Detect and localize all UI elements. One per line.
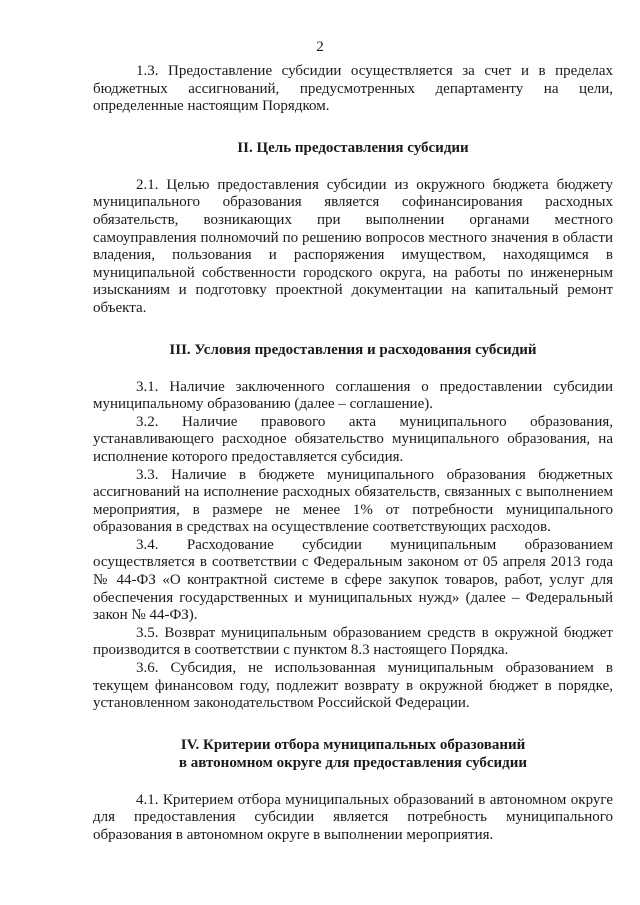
paragraph-1-3: 1.3. Предоставление субсидии осуществляется за счет и в пределах бюджетных ассигнований, предусмотренных департаменту на цели, определенные настоящим Порядком. <box>93 63 613 115</box>
page-number: 2 <box>316 39 324 55</box>
section-3-heading: III. Условия предоставления и расходования субсидий <box>169 341 537 358</box>
paragraph-3-1: 3.1. Наличие заключенного соглашения о предоставлении субсидии муниципальному образованию (далее – соглашение). <box>93 378 613 413</box>
section-4-heading-line1: IV. Критерии отбора муниципальных образований <box>180 736 526 753</box>
paragraph-2-1: 2.1. Целью предоставления субсидии из окружного бюджета бюджету муниципального образования является софинансирования расходных обязательств, возникающих при выполнении органами местного самоуправления полномочий по решению вопросов местного значения в области владения, пользования и распоряжения имуществом, находящимся в муниципальной собственности городского округа, на работы по инженерным изысканиям и подготовку проектной документации на капитальный ремонт объекта. <box>93 176 613 316</box>
section-2-heading: II. Цель предоставления субсидии <box>237 139 469 156</box>
document-body <box>93 63 613 845</box>
paragraph-3-2: 3.2. Наличие правового акта муниципального образования, устанавливающего расходное обязательство муниципального образования, на исполнение которого предоставляется субсидия. <box>93 413 613 465</box>
section-4-heading-line2: в автономном округе для предоставления субсидии <box>178 754 528 771</box>
paragraph-3-6: 3.6. Субсидия, не использованная муниципальным образованием в текущем финансовом году, подлежит возврату в окружной бюджет в порядке, установленном законодательством Российской Федерации. <box>93 660 613 712</box>
paragraph-3-3: 3.3. Наличие в бюджете муниципального образования бюджетных ассигнований на исполнение расходных обязательств, связанных с выполнением мероприятия, в размере не менее 1% от потребности муниципального образования в средствах на осуществление соответствующих расходов. <box>93 466 613 536</box>
paragraph-3-5: 3.5. Возврат муниципальным образованием средств в окружной бюджет производится в соответствии с пунктом 8.3 настоящего Порядка. <box>93 624 613 659</box>
paragraph-3-4: 3.4. Расходование субсидии муниципальным образованием осуществляется в соответствии с Федеральным законом от 05 апреля 2013 года № 44-ФЗ «О контрактной системе в сфере закупок товаров, работ, услуг для обеспечения государственных и муниципальных нужд» (далее – Федеральный закон № 44-ФЗ). <box>93 536 613 624</box>
paragraph-4-1: 4.1. Критерием отбора муниципальных образований в автономном округе для предоставления субсидии является потребность муниципального образования в автономном округе в выполнении мероприятия. <box>93 791 613 843</box>
